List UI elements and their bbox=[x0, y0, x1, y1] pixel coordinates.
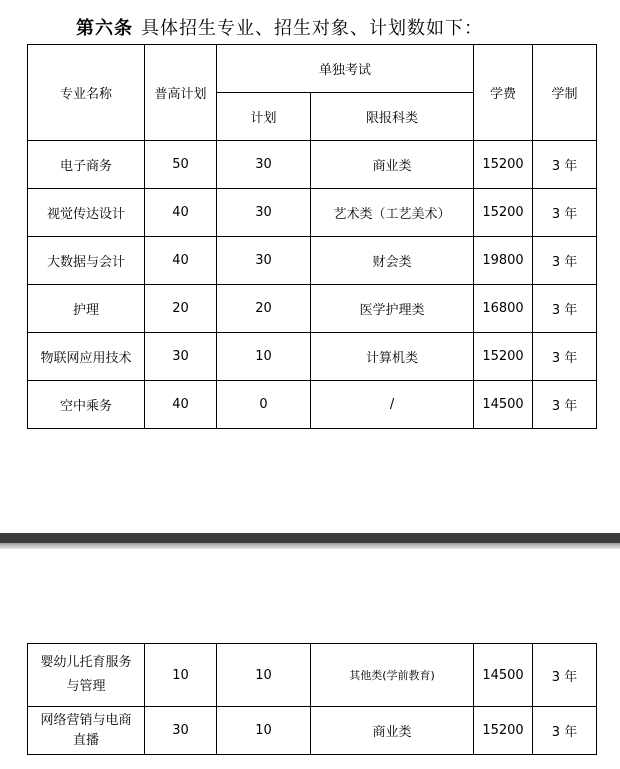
cell-plan: 10 bbox=[217, 333, 311, 381]
table-row bbox=[28, 141, 597, 189]
cell-major-line: 婴幼儿托育服务 bbox=[40, 655, 132, 670]
cell-major: 护理 bbox=[28, 285, 145, 333]
cell-plan: 0 bbox=[217, 381, 311, 429]
cell-general: 50 bbox=[145, 141, 217, 189]
cell-major-line: 网络营销与电商 bbox=[40, 712, 132, 728]
cell-major: 空中乘务 bbox=[28, 381, 145, 429]
cell-major: 电子商务 bbox=[28, 141, 145, 189]
heading-text: 具体招生专业、招生对象、计划数如下： bbox=[141, 18, 483, 39]
cell-years: 3 年 bbox=[533, 189, 597, 237]
header-major: 专业名称 bbox=[28, 45, 145, 141]
cell-plan: 30 bbox=[217, 189, 311, 237]
cell-general: 10 bbox=[145, 644, 217, 707]
table-row bbox=[28, 707, 597, 755]
cell-tuition: 15200 bbox=[474, 333, 533, 381]
cell-plan: 30 bbox=[217, 141, 311, 189]
cell-plan: 20 bbox=[217, 285, 311, 333]
header-single-exam: 单独考试 bbox=[217, 45, 474, 93]
cell-general: 40 bbox=[145, 189, 217, 237]
cell-category: 商业类 bbox=[311, 141, 474, 189]
cell-plan: 30 bbox=[217, 237, 311, 285]
cell-general: 30 bbox=[145, 707, 217, 755]
cell-general: 40 bbox=[145, 237, 217, 285]
header-duration: 学制 bbox=[533, 45, 597, 141]
cell-major bbox=[28, 644, 145, 707]
page-break-bar bbox=[0, 533, 620, 543]
cell-years: 3 年 bbox=[533, 141, 597, 189]
cell-years: 3 年 bbox=[533, 237, 597, 285]
cell-years: 3 年 bbox=[533, 285, 597, 333]
cell-major: 大数据与会计 bbox=[28, 237, 145, 285]
cell-tuition: 15200 bbox=[474, 141, 533, 189]
table-row bbox=[28, 644, 597, 707]
cell-category: 其他类(学前教育) bbox=[311, 644, 474, 707]
section-heading bbox=[76, 14, 483, 44]
table-row bbox=[28, 285, 597, 333]
cell-years: 3 年 bbox=[533, 707, 597, 755]
cell-tuition: 14500 bbox=[474, 381, 533, 429]
enrollment-table-continued bbox=[27, 643, 597, 755]
cell-major-line: 与管理 bbox=[66, 679, 106, 694]
cell-years: 3 年 bbox=[533, 333, 597, 381]
cell-years: 3 年 bbox=[533, 381, 597, 429]
cell-major bbox=[28, 707, 145, 755]
table-row bbox=[28, 237, 597, 285]
cell-tuition: 15200 bbox=[474, 707, 533, 755]
table-row bbox=[28, 381, 597, 429]
cell-plan: 10 bbox=[217, 707, 311, 755]
cell-tuition: 15200 bbox=[474, 189, 533, 237]
cell-general: 30 bbox=[145, 333, 217, 381]
enrollment-table bbox=[27, 44, 597, 429]
cell-years: 3 年 bbox=[533, 644, 597, 707]
cell-category: 艺术类（工艺美术） bbox=[311, 189, 474, 237]
cell-category: / bbox=[311, 381, 474, 429]
cell-major-line: 直播 bbox=[72, 732, 99, 748]
page-break-shadow bbox=[0, 543, 620, 549]
header-general-plan: 普高计划 bbox=[145, 45, 217, 141]
cell-tuition: 16800 bbox=[474, 285, 533, 333]
header-tuition: 学费 bbox=[474, 45, 533, 141]
cell-general: 20 bbox=[145, 285, 217, 333]
cell-plan: 10 bbox=[217, 644, 311, 707]
cell-category: 商业类 bbox=[311, 707, 474, 755]
cell-category: 医学护理类 bbox=[311, 285, 474, 333]
cell-general: 40 bbox=[145, 381, 217, 429]
article-number: 第六条 bbox=[76, 18, 133, 39]
cell-tuition: 19800 bbox=[474, 237, 533, 285]
cell-category: 财会类 bbox=[311, 237, 474, 285]
cell-category: 计算机类 bbox=[311, 333, 474, 381]
table-row bbox=[28, 333, 597, 381]
table-row bbox=[28, 189, 597, 237]
cell-major: 视觉传达设计 bbox=[28, 189, 145, 237]
header-category: 限报科类 bbox=[311, 93, 474, 141]
header-single-plan: 计划 bbox=[217, 93, 311, 141]
cell-major: 物联网应用技术 bbox=[28, 333, 145, 381]
cell-tuition: 14500 bbox=[474, 644, 533, 707]
